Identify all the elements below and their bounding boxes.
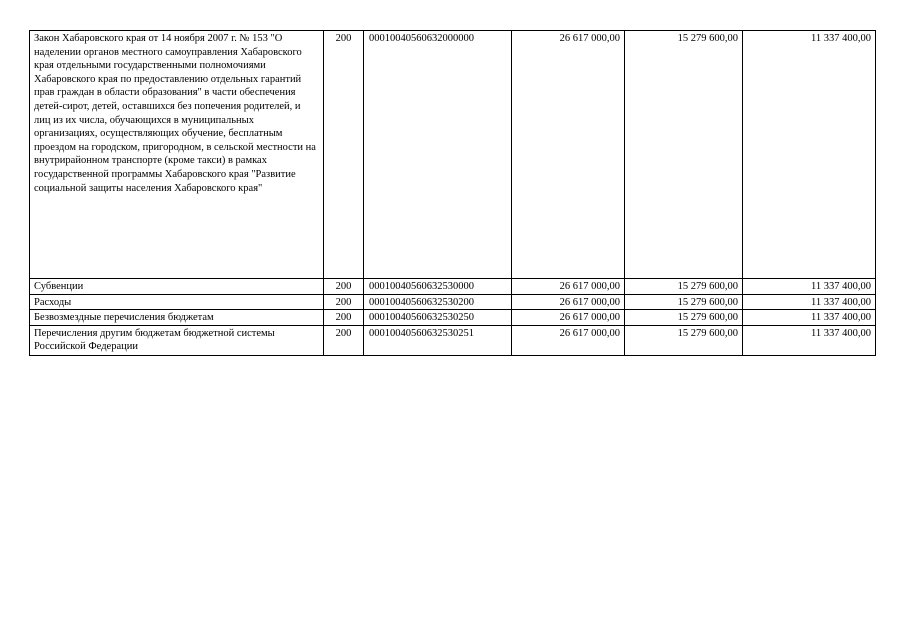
line-code-cell: 200 (324, 294, 364, 310)
expense-name-cell: Расходы (30, 294, 324, 310)
table-row (30, 279, 876, 295)
executed-amount-cell: 15 279 600,00 (625, 279, 743, 295)
expense-name-cell: Безвозмездные перечисления бюджетам (30, 310, 324, 326)
unexecuted-amount-cell: 11 337 400,00 (743, 279, 876, 295)
expense-name-cell: Субвенции (30, 279, 324, 295)
table-row (30, 310, 876, 326)
expense-name-cell: Перечисления другим бюджетам бюджетной системы Российской Федерации (30, 325, 324, 355)
budget-classification-code-cell: 00010040560632530250 (364, 310, 512, 326)
approved-amount-cell: 26 617 000,00 (512, 294, 625, 310)
approved-amount-cell: 26 617 000,00 (512, 310, 625, 326)
budget-classification-code-cell: 00010040560632530200 (364, 294, 512, 310)
table-row (30, 294, 876, 310)
table-row (30, 325, 876, 355)
expense-name-cell: Закон Хабаровского края от 14 ноября 2007 г. № 153 "О наделении органов местного самоуправления Хабаровского края отдельными государственными полномочиями Хабаровского края по предоставлению отдельных гарантий прав граждан в области образования" в части обеспечения детей-сирот, детей, оставшихся без попечения родителей, и лиц из их числа, обучающихся в муниципальных организациях, осуществляющих обучение, бесплатным проездом на городском, пригородном, в сельской местности на внутрирайонном транспорте (кроме такси) в рамках государственной программы Хабаровского края "Развитие социальной защиты населения Хабаровского края" (30, 31, 324, 279)
unexecuted-amount-cell: 11 337 400,00 (743, 294, 876, 310)
unexecuted-amount-cell: 11 337 400,00 (743, 310, 876, 326)
approved-amount-cell: 26 617 000,00 (512, 325, 625, 355)
line-code-cell: 200 (324, 310, 364, 326)
line-code-cell: 200 (324, 279, 364, 295)
executed-amount-cell: 15 279 600,00 (625, 294, 743, 310)
executed-amount-cell: 15 279 600,00 (625, 325, 743, 355)
table-row (30, 31, 876, 279)
budget-classification-code-cell: 00010040560632000000 (364, 31, 512, 279)
budget-classification-code-cell: 00010040560632530251 (364, 325, 512, 355)
line-code-cell: 200 (324, 325, 364, 355)
budget-execution-table (29, 30, 876, 356)
executed-amount-cell: 15 279 600,00 (625, 310, 743, 326)
approved-amount-cell: 26 617 000,00 (512, 31, 625, 279)
approved-amount-cell: 26 617 000,00 (512, 279, 625, 295)
executed-amount-cell: 15 279 600,00 (625, 31, 743, 279)
unexecuted-amount-cell: 11 337 400,00 (743, 325, 876, 355)
line-code-cell: 200 (324, 31, 364, 279)
unexecuted-amount-cell: 11 337 400,00 (743, 31, 876, 279)
budget-classification-code-cell: 00010040560632530000 (364, 279, 512, 295)
